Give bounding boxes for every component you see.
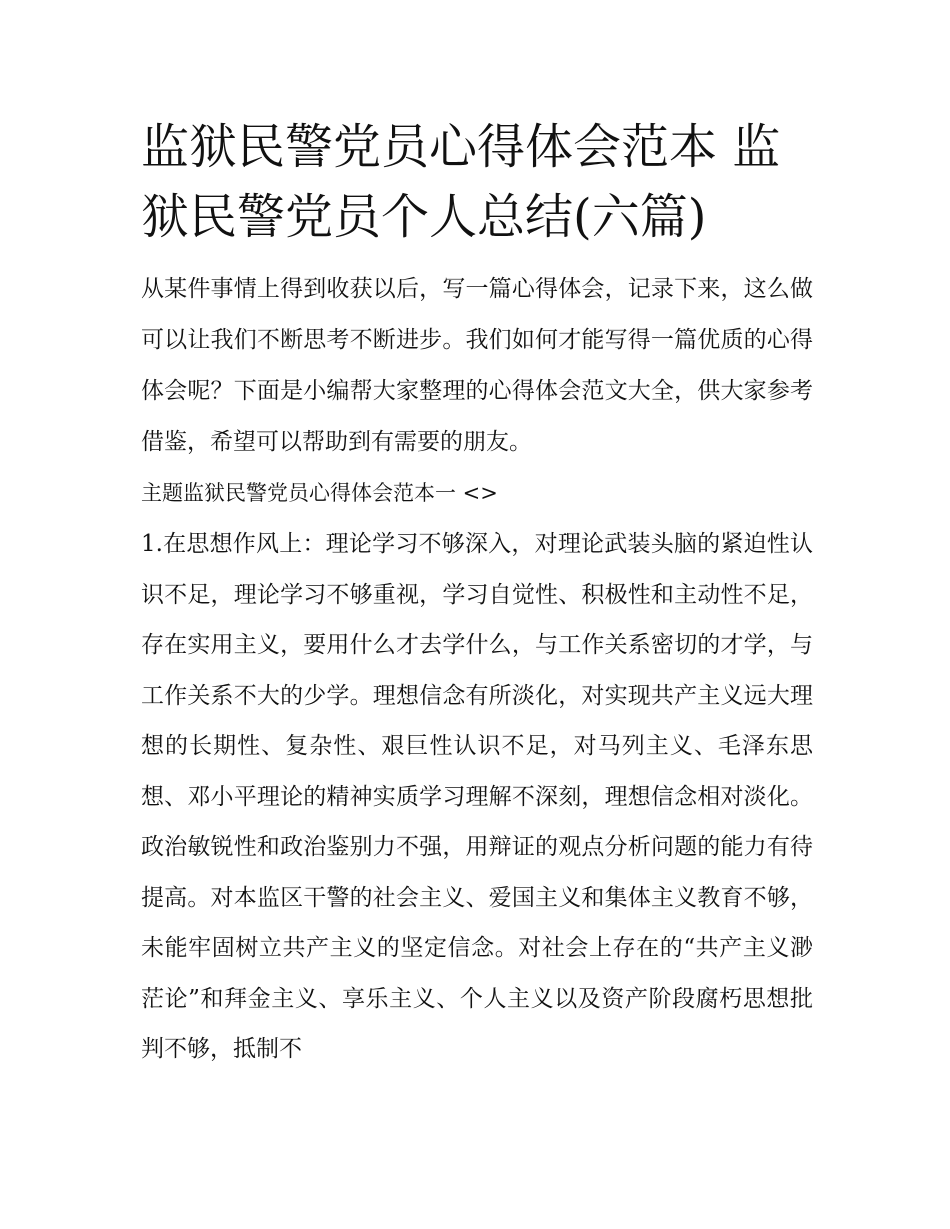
document-page	[141, 112, 813, 1075]
body-paragraph: 1.在思想作风上：理论学习不够深入，对理论武装头脑的紧迫性认识不足，理论学习不够重视，学习自觉性、积极性和主动性不足，存在实用主义，要用什么才去学什么，与工作关系密切的才学，与工作关系不大的少学。理想信念有所淡化，对实现共产主义远大理想的长期性、复杂性、艰巨性认识不足，对马列主义、毛泽东思想、邓小平理论的精神实质学习理解不深刻，理想信念相对淡化。政治敏锐性和政治鉴别力不强，用辩证的观点分析问题的能力有待提高。对本监区干警的社会主义、爱国主义和集体主义教育不够，未能牢固树立共产主义的坚定信念。对社会上存在的“共产主义渺茫论”和拜金主义、享乐主义、个人主义以及资产阶段腐朽思想批判不够，抵制不	[141, 531, 813, 1062]
document-title: 监狱民警党员心得体会范本 监狱民警党员个人总结(六篇)	[141, 119, 781, 245]
intro-paragraph: 从某件事情上得到收获以后，写一篇心得体会，记录下来，这么做可以让我们不断思考不断进步。我们如何才能写得一篇优质的心得体会呢？下面是小编帮大家整理的心得体会范文大全，供大家参考借鉴，希望可以帮助到有需要的朋友。	[141, 276, 813, 455]
section-heading: 主题监狱民警党员心得体会范本一 <>	[141, 481, 498, 505]
